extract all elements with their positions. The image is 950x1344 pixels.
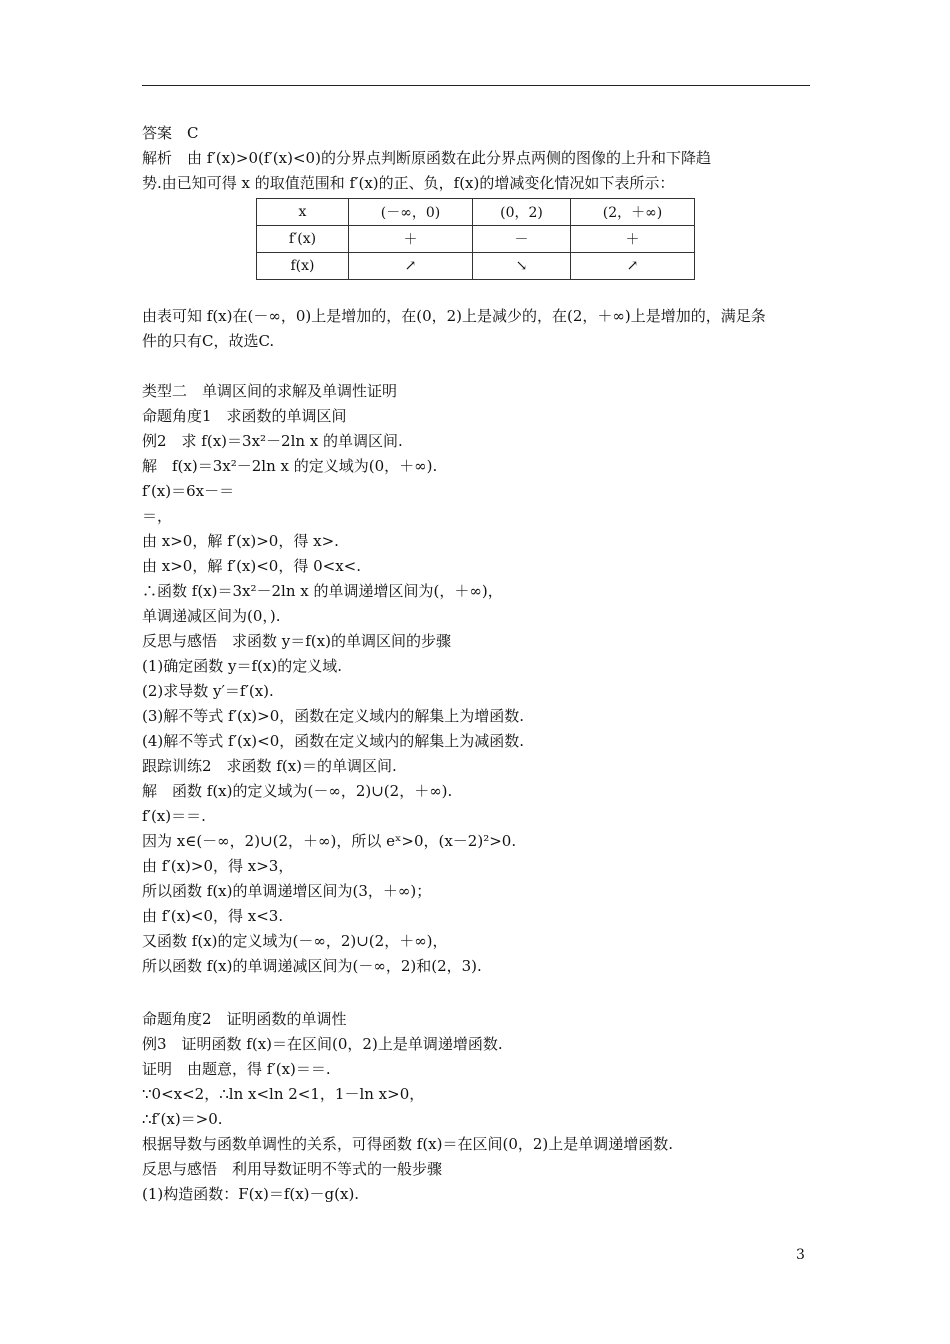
text-line: f′(x)＝6x－＝: [142, 482, 235, 500]
header-rule: [142, 85, 810, 86]
text-line: 类型二 单调区间的求解及单调性证明: [142, 382, 398, 400]
text-line: 命题角度1 求函数的单调区间: [142, 407, 347, 425]
table-cell: －: [473, 226, 571, 253]
text-line: (2)求导数 y′＝f′(x).: [142, 682, 274, 700]
answer-line: 答案 C: [142, 124, 199, 142]
table-cell: f′(x): [257, 226, 349, 253]
text-line: 由 f′(x)<0，得 x<3.: [142, 907, 284, 925]
text-line: (3)解不等式 f′(x)>0，函数在定义域内的解集上为增函数.: [142, 707, 525, 725]
table-cell: ＋: [571, 226, 695, 253]
table-cell: (0，2): [473, 199, 571, 226]
text-line: ＝，: [142, 507, 173, 525]
analysis-line-1: 解析 由 f′(x)>0(f′(x)<0)的分界点判断原函数在此分界点两侧的图像的上升和下降趋: [142, 149, 711, 167]
text-line: 单调递减区间为(0，).: [142, 607, 281, 625]
text-line: 所以函数 f(x)的单调递减区间为(－∞，2)和(2，3).: [142, 957, 482, 975]
text-line: 例2 求 f(x)＝3x²－2ln x 的单调区间.: [142, 432, 403, 450]
text-line: 反思与感悟 求函数 y＝f(x)的单调区间的步骤: [142, 632, 451, 650]
text-line: (4)解不等式 f′(x)<0，函数在定义域内的解集上为减函数.: [142, 732, 525, 750]
conclusion-line-1: 由表可知 f(x)在(－∞，0)上是增加的，在(0，2)上是减少的，在(2，＋∞)上是增加的，满足条: [142, 307, 766, 325]
text-line: (1)构造函数：F(x)＝f(x)－g(x).: [142, 1185, 360, 1203]
conclusion-line-2: 件的只有C，故选C.: [142, 332, 275, 350]
text-line: 解 函数 f(x)的定义域为(－∞，2)∪(2，＋∞).: [142, 782, 453, 800]
text-line: 由 x>0，解 f′(x)<0，得 0<x<.: [142, 557, 362, 575]
text-line: ∴f′(x)＝>0.: [142, 1110, 223, 1128]
table-cell: (－∞，0): [349, 199, 473, 226]
table-cell: ↗: [349, 253, 473, 280]
table-cell: x: [257, 199, 349, 226]
table-header-row: [257, 199, 695, 226]
text-line: 因为 x∈(－∞，2)∪(2，＋∞)，所以 eˣ>0，(x－2)²>0.: [142, 832, 517, 850]
text-line: 所以函数 f(x)的单调递增区间为(3，＋∞)；: [142, 882, 432, 900]
analysis-line-2: 势.由已知可得 x 的取值范围和 f′(x)的正、负，f(x)的增减变化情况如下表所示：: [142, 174, 675, 192]
table-row: [257, 253, 695, 280]
table-cell: f(x): [257, 253, 349, 280]
text-line: f′(x)＝＝.: [142, 807, 206, 825]
monotonicity-table: [256, 198, 695, 280]
table-cell: (2，＋∞): [571, 199, 695, 226]
text-line: 根据导数与函数单调性的关系，可得函数 f(x)＝在区间(0，2)上是单调递增函数.: [142, 1135, 674, 1153]
text-line: 跟踪训练2 求函数 f(x)＝的单调区间.: [142, 757, 397, 775]
text-line: 又函数 f(x)的定义域为(－∞，2)∪(2，＋∞)，: [142, 932, 448, 950]
text-line: ∴函数 f(x)＝3x²－2ln x 的单调递增区间为(，＋∞)，: [142, 582, 503, 600]
text-line: 证明 由题意，得 f′(x)＝＝.: [142, 1060, 331, 1078]
text-line: 例3 证明函数 f(x)＝在区间(0，2)上是单调递增函数.: [142, 1035, 503, 1053]
page-number: 3: [796, 1247, 805, 1263]
table-cell: ↘: [473, 253, 571, 280]
text-line: 解 f(x)＝3x²－2ln x 的定义域为(0，＋∞).: [142, 457, 438, 475]
table-row: [257, 226, 695, 253]
text-line: (1)确定函数 y＝f(x)的定义域.: [142, 657, 342, 675]
text-line: 由 f′(x)>0，得 x>3，: [142, 857, 294, 875]
text-line: 命题角度2 证明函数的单调性: [142, 1010, 347, 1028]
text-line: ∵0<x<2，∴ln x<ln 2<1，1－ln x>0，: [142, 1085, 425, 1103]
text-line: 由 x>0，解 f′(x)>0，得 x>.: [142, 532, 339, 550]
table-cell: ＋: [349, 226, 473, 253]
text-line: 反思与感悟 利用导数证明不等式的一般步骤: [142, 1160, 443, 1178]
table-cell: ↗: [571, 253, 695, 280]
